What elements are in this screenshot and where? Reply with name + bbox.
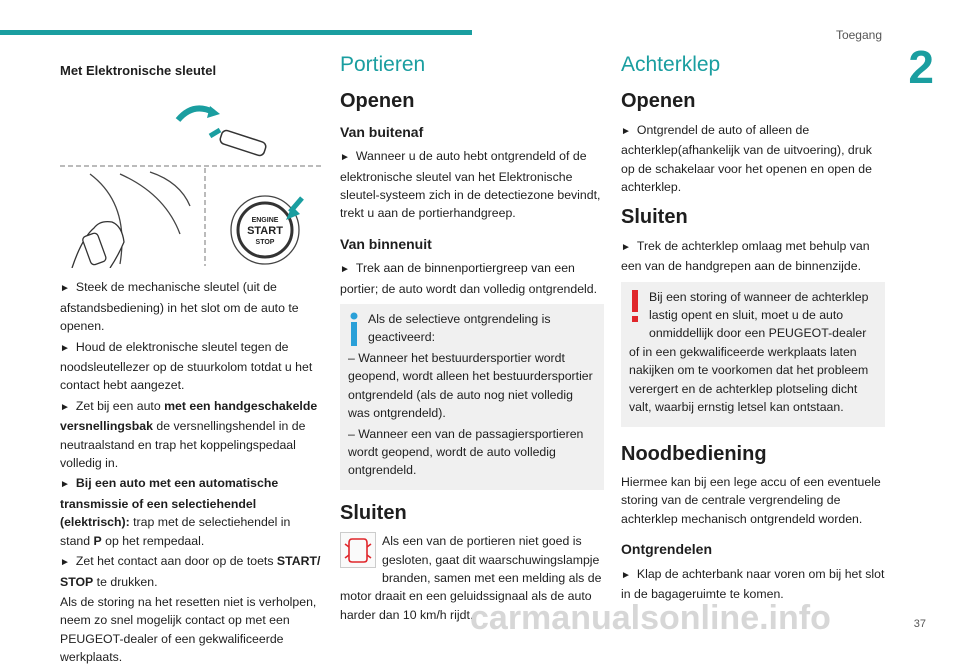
page-number: 37 [913, 618, 926, 630]
warning-note [621, 282, 885, 427]
heading-openen: Openen [621, 90, 696, 113]
bullet-arrow-icon: ► [60, 401, 70, 413]
button-label-engine: ENGINE [251, 217, 279, 225]
door-open-warning-icon [340, 532, 376, 568]
heading-noodbediening: Noodbediening [621, 442, 767, 465]
bullet-arrow-icon: ► [621, 569, 631, 581]
column-2 [340, 53, 604, 624]
section-title: Toegang [835, 28, 882, 42]
column-3 [621, 53, 885, 605]
note-line-2: – Wanneer het bestuurdersportier wordt geopend, wordt alleen het bestuurdersportier ontgrendeld (als de auto nog niet volledig was ontgrendeld). [348, 350, 593, 421]
bullet-arrow-icon: ► [60, 342, 70, 354]
paragraph-openen: ► Ontgrendel de auto of alleen de achterklep(afhankelijk van de uitvoering), druk op de schakelaar voor het openen en open de achterklep. [621, 122, 872, 195]
paragraph-sluiten: Als een van de portieren niet goed is gesloten, gaat dit waarschuwingslampje branden, samen met een melding als de motor draait en een geluidssignaal als de auto harder dan 10 km/h rijdt. [340, 534, 602, 622]
warning-exclamation-icon [629, 290, 641, 326]
header-accent-bar [0, 30, 472, 35]
instruction-6: Als de storing na het resetten niet is verholpen, neem zo snel mogelijk contact op met een PEUGEOT-dealer of een gekwalificeerde werkplaats. [60, 594, 317, 665]
instruction-2: ► Houd de elektronische sleutel tegen de noodsleutellezer op de stuurkolom totdat u het contact hebt aangezet. [60, 339, 313, 393]
button-label-stop: STOP [255, 239, 275, 247]
paragraph-sluiten: ► Trek de achterklep omlaag met behulp van een van de handgrepen aan de binnenzijde. [621, 238, 870, 274]
instruction-4: ► Bij een auto met een automatische transmissie of een selectiehendel (elektrisch): trap met de selectiehendel in stand P op het rempedaal. [60, 476, 291, 548]
instruction-1: ► Steek de mechanische sleutel (uit de afstandsbediening) in het slot om de auto te openen. [60, 280, 299, 334]
heading-ontgrendelen: Ontgrendelen [621, 541, 713, 558]
paragraph-noodbediening: Hiermee kan bij een lege accu of een eventuele storing van de centrale vergrendeling de achterklep mechanisch ontgrendeld worden. [621, 474, 881, 526]
paragraph-van-buitenaf: ► Wanneer u de auto hebt ontgrendeld of de elektronische sleutel van het Elektronische sleutel-systeem zich in de detectiezone bevindt, trekt u aan de portierhandgreep. [340, 149, 601, 221]
title-portieren: Portieren [340, 53, 426, 76]
paragraph-ontgrendelen: ► Klap de achterbank naar voren om bij het slot in de bagageruimte te komen. [621, 566, 885, 601]
instruction-3: ► Zet bij een auto met een handgeschakelde versnellingsbak de versnellingshendel in de neutraalstand en trap het koppelingspedaal volledig in. [60, 398, 318, 471]
bullet-arrow-icon: ► [60, 557, 70, 569]
watermark: carmanualsonline.info [470, 599, 831, 637]
key-ignition-illustration [60, 88, 322, 268]
note-line-1: Als de selectieve ontgrendeling is geactiveerd: [368, 312, 551, 345]
note-line-3: – Wanneer een van de passagiersportieren wordt geopend, wordt de auto volledig ontgrendeld. [348, 426, 584, 478]
bullet-arrow-icon: ► [60, 283, 70, 295]
heading-sluiten: Sluiten [621, 206, 688, 229]
bullet-arrow-icon: ► [621, 125, 631, 137]
bullet-arrow-icon: ► [621, 241, 631, 253]
info-note [340, 304, 604, 490]
subtitle-elektronische-sleutel: Met Elektronische sleutel [60, 63, 217, 78]
bullet-arrow-icon: ► [60, 479, 70, 491]
info-icon [348, 312, 360, 348]
chapter-number: 2 [908, 41, 934, 93]
heading-openen: Openen [340, 90, 415, 113]
instruction-5: ► Zet het contact aan door op de toets START/ STOP te drukken. [60, 554, 321, 589]
warning-text: Bij een storing of wanneer de achterklep lastig opent en sluit, moet u de auto onmiddellijk door een PEUGEOT-dealer of in een gekwalificeerde werkplaats laten nakijken om te voorkomen dat het probleem verergert en de achterklep plotseling dicht valt, waarbij ernstig letsel kan ontstaan. [629, 289, 869, 415]
title-achterklep: Achterklep [621, 53, 721, 76]
heading-van-buitenaf: Van buitenaf [340, 123, 424, 140]
button-label-start: START [247, 225, 283, 238]
heading-van-binnenuit: Van binnenuit [340, 235, 432, 252]
heading-sluiten: Sluiten [340, 501, 407, 524]
paragraph-van-binnenuit: ► Trek aan de binnenportiergreep van een portier; de auto wordt dan volledig ontgrendeld. [340, 261, 598, 296]
column-1 [60, 56, 322, 669]
bullet-arrow-icon: ► [340, 264, 350, 276]
bullet-arrow-icon: ► [340, 152, 350, 164]
